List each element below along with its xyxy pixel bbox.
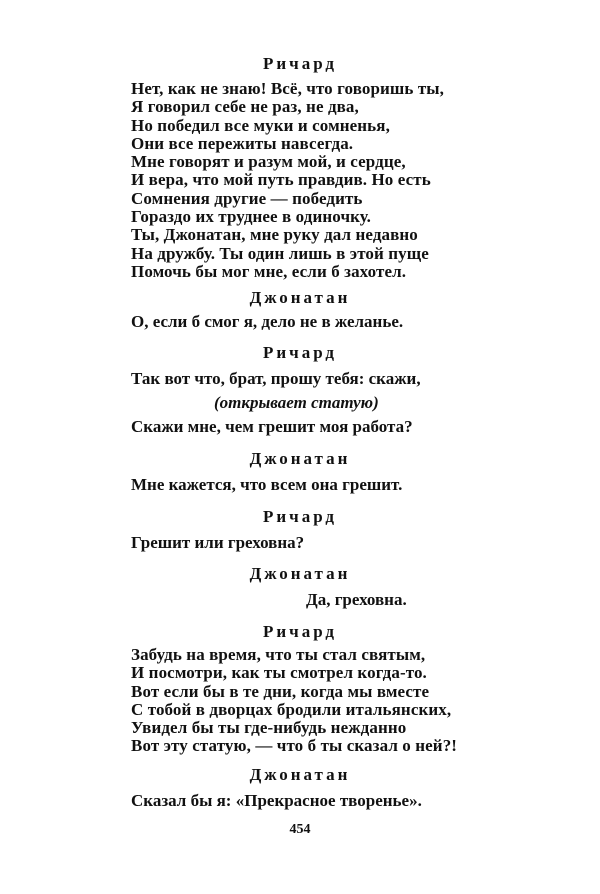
- verse-line: На дружбу. Ты один лишь в этой пуще: [131, 243, 429, 263]
- verse-line: Так вот что, брат, прошу тебя: скажи,: [131, 369, 421, 388]
- verse-line: Мне кажется, что всем она грешит.: [131, 475, 403, 494]
- stage-direction: (открывает статую): [214, 393, 379, 412]
- speaker-jonathan: Джонатан: [249, 564, 351, 583]
- speaker-jonathan: Джонатан: [249, 449, 351, 468]
- verse-richard-2: [131, 646, 551, 756]
- verse-line: Вот эту статую, — что б ты сказал о ней?!: [131, 736, 458, 756]
- verse-line: Сомнения другие — победить: [131, 188, 363, 208]
- verse-line: Но победил все муки и сомненья,: [131, 115, 390, 135]
- verse-line: Да, греховна.: [306, 590, 407, 609]
- verse-line: И посмотри, как ты смотрел когда-то.: [131, 663, 427, 683]
- verse-line: И вера, что мой путь правдив. Но есть: [131, 170, 431, 190]
- verse-line: Мне говорят и разум мой, и сердце,: [131, 152, 406, 172]
- verse-line: Сказал бы я: «Прекрасное творенье».: [131, 791, 422, 810]
- page-number: 454: [289, 822, 311, 837]
- speaker-richard: Ричард: [262, 343, 338, 362]
- verse-line: Увидел бы ты где-нибудь нежданно: [131, 718, 407, 738]
- verse-line: О, если б смог я, дело не в желанье.: [131, 312, 404, 331]
- verse-line: Гораздо их труднее в одиночку.: [131, 207, 372, 227]
- verse-line: Нет, как не знаю! Всё, что говоришь ты,: [131, 79, 444, 98]
- verse-line: Вот если бы в те дни, когда мы вместе: [131, 681, 430, 701]
- verse-line: Помочь бы мог мне, если б захотел.: [131, 261, 407, 281]
- verse-richard-1: [131, 80, 551, 281]
- verse-line: Скажи мне, чем грешит моя работа?: [131, 417, 413, 436]
- verse-line: Ты, Джонатан, мне руку дал недавно: [131, 225, 418, 245]
- speaker-richard: Ричард: [262, 622, 338, 641]
- verse-line: С тобой в дворцах бродили итальянских,: [131, 699, 452, 719]
- verse-line: Забудь на время, что ты стал святым,: [131, 645, 426, 664]
- speaker-richard: Ричард: [262, 507, 338, 526]
- speaker-jonathan: Джонатан: [249, 288, 351, 307]
- speaker-richard: Ричард: [262, 54, 338, 73]
- verse-line: Грешит или греховна?: [131, 533, 305, 552]
- speaker-jonathan: Джонатан: [249, 765, 351, 784]
- verse-line: Они все пережиты навсегда.: [131, 133, 354, 153]
- verse-line: Я говорил себе не раз, не два,: [131, 97, 359, 117]
